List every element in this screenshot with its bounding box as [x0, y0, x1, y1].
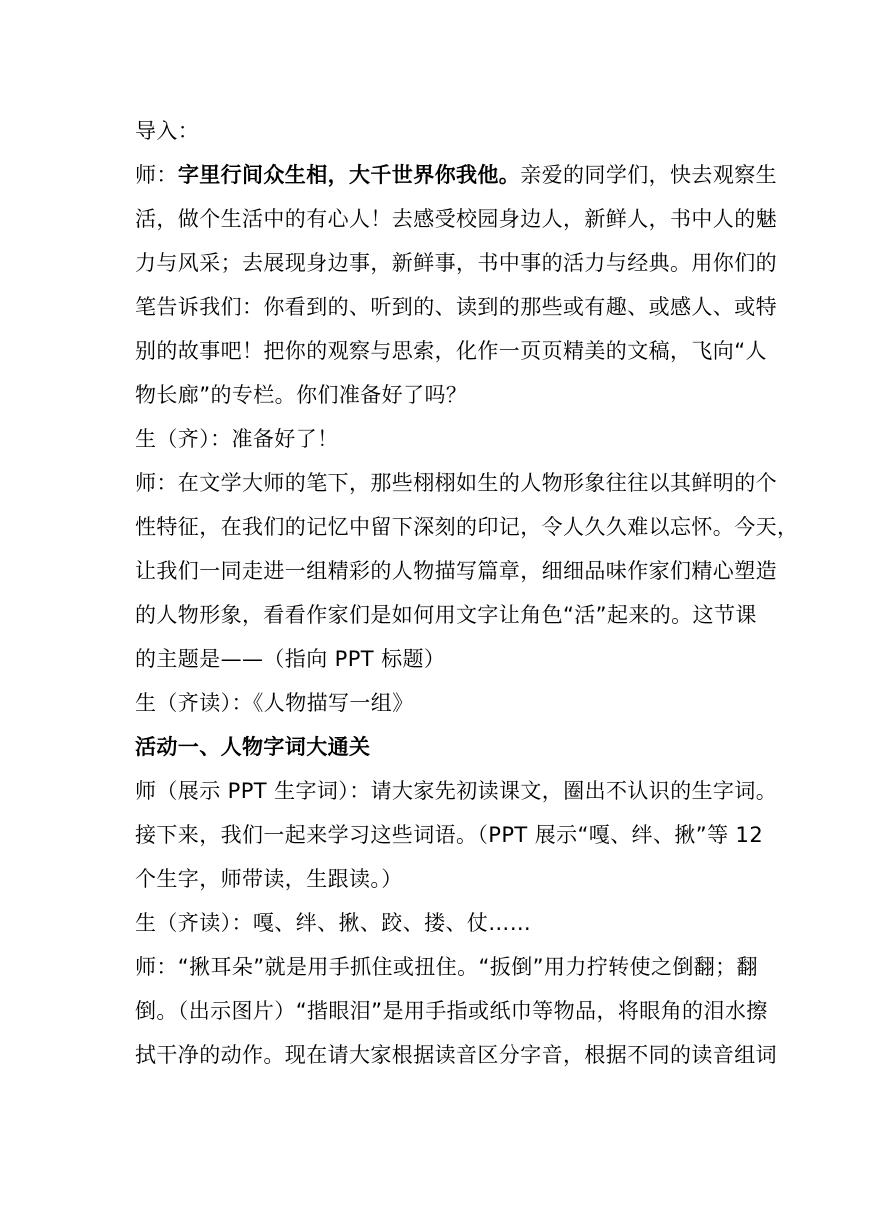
paragraph-line: 的主题是——（指向 PPT 标题） — [135, 647, 446, 671]
paragraph-line: 让我们一同走进一组精彩的人物描写篇章，细细品味作家们精心塑造 — [135, 559, 777, 583]
intro-label: 导入： — [135, 119, 200, 143]
paragraph-line: 的人物形象，看看作家们是如何用文字让角色“活”起来的。这节课 — [135, 603, 757, 627]
paragraph-line: 师（展示 PPT 生字词）：请大家先初读课文，圈出不认识的生字词。 — [135, 779, 778, 803]
paragraph-line: 笔告诉我们：你看到的、听到的、读到的那些或有趣、或感人、或特 — [135, 295, 777, 319]
bold-quote: 字里行间众生相，大千世界你我他。 — [177, 163, 521, 187]
paragraph-line: 性特征，在我们的记忆中留下深刻的印记，令人久久难以忘怀。今天， — [135, 515, 799, 539]
paragraph-line: 生（齐读）：《人物描写一组》 — [135, 691, 414, 715]
paragraph-line: 活，做个生活中的有心人！去感受校园身边人，新鲜人，书中人的魅 — [135, 207, 777, 231]
paragraph-line: 倒。（出示图片）“揩眼泪”是用手指或纸巾等物品，将眼角的泪水擦 — [135, 999, 768, 1023]
section-heading: 活动一、人物字词大通关 — [135, 735, 371, 759]
paragraph-line: 拭干净的动作。现在请大家根据读音区分字音，根据不同的读音组词 — [135, 1043, 777, 1067]
paragraph-line: 别的故事吧！把你的观察与思索，化作一页页精美的文稿，飞向“人 — [135, 339, 767, 363]
paragraph-text: 亲爱的同学们，快去观察生 — [520, 163, 778, 187]
paragraph-line: 物长廊”的专栏。你们准备好了吗？ — [135, 383, 468, 407]
paragraph-line: 接下来，我们一起来学习这些词语。（PPT 展示“嘎、绊、揪”等 12 — [135, 823, 764, 847]
paragraph-line: 生（齐读）：嘎、绊、揪、跤、搂、仗…… — [135, 911, 532, 935]
paragraph-line: 个生字，师带读，生跟读。） — [135, 867, 403, 891]
paragraph-line: 师：“揪耳朵”就是用手抓住或扭住。“扳倒”用力拧转使之倒翻；翻 — [135, 955, 758, 979]
paragraph-line — [135, 160, 778, 190]
paragraph-line: 力与风采；去展现身边事，新鲜事，书中事的活力与经典。用你们的 — [135, 251, 777, 275]
paragraph-line: 生（齐）：准备好了！ — [135, 427, 339, 451]
speaker-label: 师： — [135, 163, 178, 187]
paragraph-line: 师：在文学大师的笔下，那些栩栩如生的人物形象往往以其鲜明的个 — [135, 471, 777, 495]
